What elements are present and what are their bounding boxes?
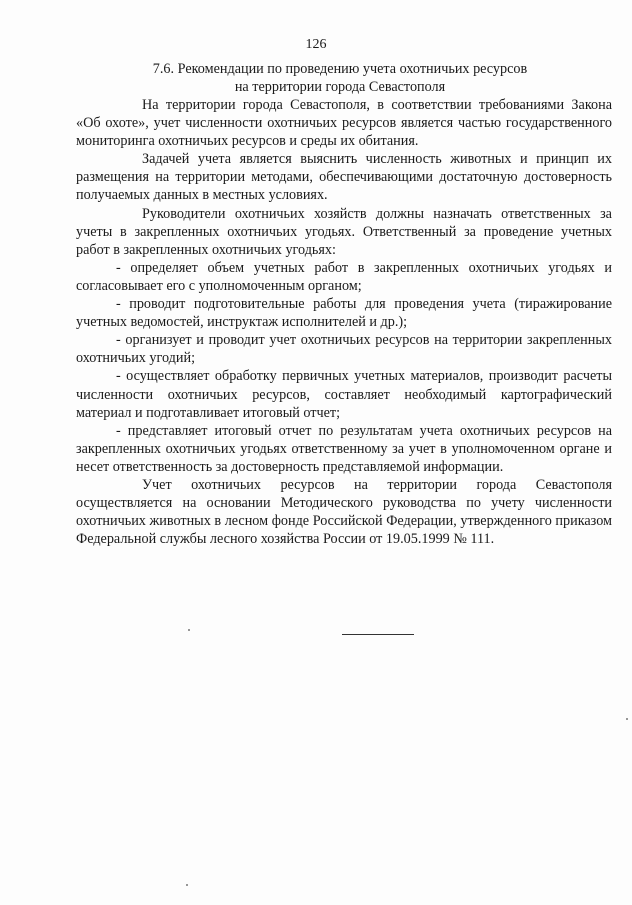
scan-speck xyxy=(626,718,628,720)
scan-speck xyxy=(186,884,188,886)
list-item: - осуществляет обработку первичных учетных материалов, производит расчеты численности охотничьих ресурсов, составляет необходимый картографический материал и подготавливает итоговый отчет; xyxy=(76,368,612,421)
paragraph: Учет охотничьих ресурсов на территории города Севастополя осуществляется на основании Методического руководства по учету численности охотничьих животных в лесном фонде Российской Федерации, утвержденного приказом Федеральной службы лесного хозяйства России от 19.05.1999 № 111. xyxy=(76,476,612,548)
section-heading-line-2: на территории города Севастополя xyxy=(234,79,446,95)
section-heading-line-1: 7.6. Рекомендации по проведению учета охотничьих ресурсов xyxy=(152,61,528,77)
paragraph: Задачей учета является выяснить численность животных и принцип их размещения на территории методами, обеспечивающими достаточную достоверность получаемых данных в местных условиях. xyxy=(76,151,612,204)
list-item: - организует и проводит учет охотничьих ресурсов на территории закрепленных охотничьих угодий; xyxy=(76,332,612,367)
scan-speck xyxy=(188,629,190,631)
body-text xyxy=(76,96,612,548)
list-item: - определяет объем учетных работ в закрепленных охотничьих угодьях и согласовывает его с уполномоченным органом; xyxy=(76,259,612,294)
paragraph: На территории города Севастополя, в соответствии требованиями Закона «Об охоте», учет численности охотничьих ресурсов является частью государственного мониторинга охотничьих ресурсов и среды их обитания. xyxy=(76,97,612,150)
list-item: - проводит подготовительные работы для проведения учета (тиражирование учетных ведомостей, инструктаж исполнителей и др.); xyxy=(76,296,612,331)
end-separator-line xyxy=(342,634,414,635)
paragraph: Руководители охотничьих хозяйств должны назначать ответственных за учеты в закрепленных охотничьих угодьях. Ответственный за проведение учетных работ в закрепленных охотничьих угодьях: xyxy=(76,205,612,258)
page-number: 126 xyxy=(305,37,327,52)
section-heading xyxy=(120,60,560,96)
list-item: - представляет итоговый отчет по результатам учета охотничьих ресурсов на закрепленных охотничьих угодьях ответственному за учет в уполномоченном органе и несет ответственность за достоверность представляемой информации. xyxy=(76,422,612,475)
